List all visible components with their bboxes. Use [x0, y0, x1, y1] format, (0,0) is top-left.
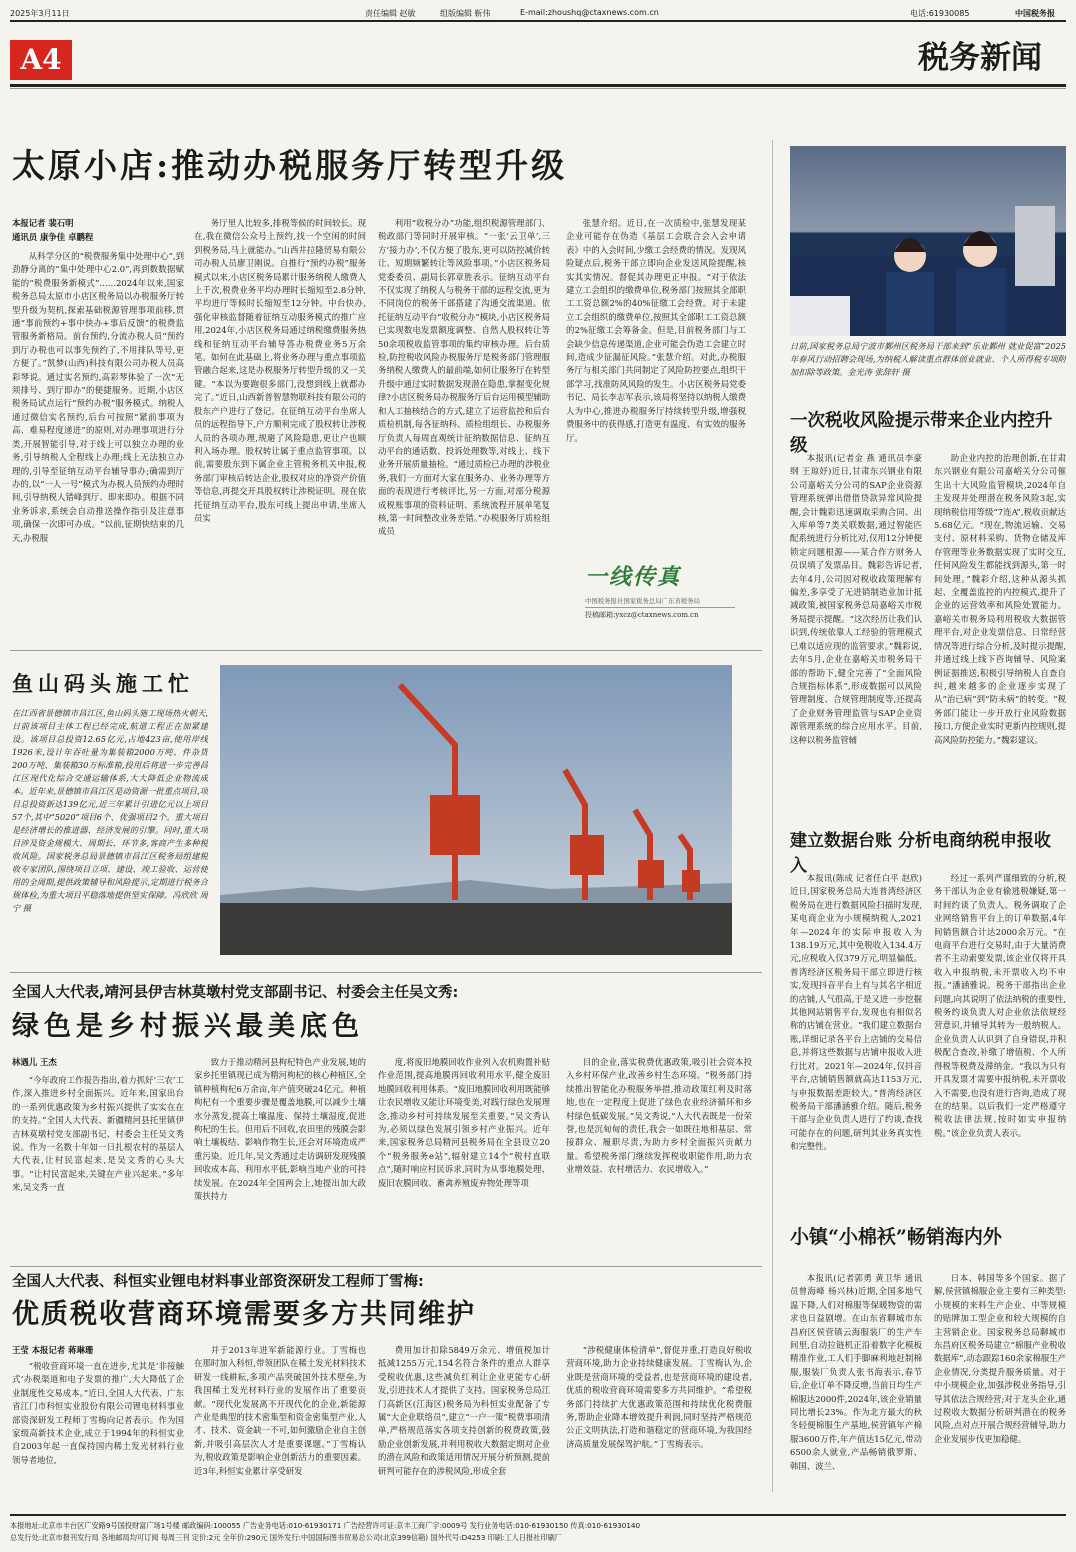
section-title: 税务新闻	[918, 40, 1042, 76]
section-rule-thin	[10, 88, 1066, 89]
green-column-2: 致力于推动精河县枸杞特色产业发展,她的家乡托里镇现已成为精河枸杞的核心种植区,全镇种植枸杞6万余亩,年产值突破24亿元。种植枸杞有一个重要步骤是覆盖地膜,可以减少土壤水分蒸发,提高土壤温度、保持土壤湿度,促进枸杞的生长。但用后不回收,农田里的残膜会影响土壤板结、影响作物生长,还会对环境造成严重污染。近几年,吴文秀通过走访调研发现残膜回收成本高、利用水平低,影响当地产业的可持续发展。在2024年全国两会上,她提出加大政策扶持力	[194, 1057, 366, 1202]
green-column-4: 目的企业,落实税费优惠政策,吸引社会资本投入乡村环保产业,改善乡村生态环境。“税务部门持续推出智能化办税服务举措,推动政策红利及时落地,也在一定程度上促进了绿色农业经济循环和乡村绿色低碳发展。”吴文秀说,“人大代表既是一份荣誉,也是沉甸甸的责任,我会一如既往地相基层、常接群众、履职尽责,为助力乡村全面振兴贡献力量。希望税务部门继续发挥税收职能作用,助力农业增效益、农村增活力、农民增收入。”	[566, 1057, 752, 1175]
ding-byline: 王莹 本报记者 蒋琳珊	[12, 1345, 94, 1355]
green-byline: 林遇儿 王杰	[12, 1057, 57, 1067]
ding-column-2: 并于2013年进军新能源行业。丁雪梅也在那时加入科恒,带领团队在稀土发光材料技术研发一线耕耘,多项产品突破国外技术壁垒,为我国稀土发光材料行业的发展作出了重要贡献。“现代化发展离不开现代化的企业,新能源产业是典型的技术密集型和资金密集型产业,人才、技术、资金缺一不可,如何激励企业自主创新,并吸引高层次人才是重要课题。”丁雪梅认为,税收政策是影响企业创新活力的重要因素。近3年,科恒实业累计享受研发	[194, 1345, 366, 1476]
designer-credit: 组版编辑 靳伟	[440, 9, 491, 18]
wharf-caption: 在江西省景德镇市昌江区,鱼山码头施工现场热火朝天,日前该项目主体工程已经完成,航道工程正在加紧建设。该项目总投资12.65亿元,占地423亩,使用岸线1926米,设计年吞吐量为集装箱2000万吨、件杂货200万吨、集装箱30万标准箱,投用后将进一步完善昌江区现代化综合交通运输体系,大大降低企业物流成本。近年来,景德镇市昌江区是动资源一批重点项目,项目总投资新达139亿元,近三年累计引进亿元以上项目57个,其中“5020”项目6个、优强项目2个。重大项目是经济增长的推进器、经济发展的引擎。同时,重大项目涉及资金规模大、周期长、环节多,客商产生多种税收风险。国家税务总局景德镇市昌江区税务局组建税收专家团队,围绕项目立项、建设、竣工验收、运营使用的全周期,提供政策辅导和风险提示,定期进行税务合规体检,为重大项目平稳落地提供坚实保障。冯欣欣 周宁 摄	[12, 708, 208, 913]
frontline-fax-email: 投稿邮箱:yxcz@ctaxnews.com.cn	[585, 607, 735, 620]
risk-alert-column-1: 本报讯(记者金 燕 通讯员李豪纲 王琼妤)近日,甘肃东兴钢业有限公司嘉峪关分公司的SAP企业资源管理系统弹出借借贷款异常风险提醒,会计魏彩迅速调取采购合同、出入库单等7类关联数据,通过智能匹配系统进行分析比对,仅用12分钟便锁定问题根源——某合作方财务人员误填了发票品目。魏彩告诉记者,去年4月,公司因对税收政策理解有偏差,多享受了无进销制造业加计抵减政策,被国家税务总局嘉峪关市税务局提示提醒。“这次经历让我们认识到,传统依靠人工经验的管理模式已难以适应现的监管要求。”魏彩说,去年5月,企业在嘉峪关市税务局干部的帮助下,健全完善了“全面风险合规指标体系”,形成数据可以风险管理制度、合规管理制度等,还提高了企业财务管理监管与SAP企业资源管理系统的综合应用水平。目前,这种以税务监管辅	[790, 453, 922, 745]
ding-kicker: 全国人大代表、科恒实业锂电材料事业部资深研发工程师丁雪梅:	[12, 1274, 424, 1290]
footer-line-2: 总发行处:北京市报刊发行局 各地邮局均可订阅 每周三刊 定价:2元 全年价:290元 国外发行:中国国际图书贸易总公司(北京399信箱) 国外代号:D4253 印刷:工人日报社印刷厂	[10, 1533, 562, 1542]
editor-email: E-mail:zhoushq@ctaxnews.com.cn	[520, 8, 659, 17]
lead-column-3: 利用“收税分办”功能,组织税源管理部门、税政部门等同时开展审核。“一张‘云卫单’,三方‘接力办’,不仅方便了股东,更可以防控减价转让、短期频繁转让等风险事项。”小店区税务局党委委员、副局长郭章胜表示。征纳互动平台不仅实现了纳税人与税务干部的远程交流,更为不同岗位的税务干部搭建了沟通交流渠道。依托征纳互动平台“收税分办”模块,小店区税务局已实现数电发票额度调整、自然人股权转让等50余项税收监管事项的集约审核办理。后台质检,防控税收风险办税服务厅是税务部门管理服务纳税人缴费人的最前端,如何让服务厅在转型升级中通过实时数据发现潜在隐患,掌握变化规律?小店区税务局办税服务厅后台运用模型辅助和人工抽核结合的方式,建立了运营监控和后台质检机制,每各征纳科、质检组组长、办税服务厅负责人每周直观统计征纳数据信息、征纳互动平台的通话数、投诉处理数等,对线上、线下业务开展质量抽检。“通过质检已办理的涉税业务,我们一方面对大家在服务办、业务办理等方面的表现进行考核评比,另一方面,对部分税源成税账事项的资料证明、系统流程开展单笔复核,第一时间整改业务差错。”办税服务厅质检组成员	[378, 218, 550, 537]
cotton-coat-column-1: 本报讯(记者郭勇 黄卫华 通讯员曾海峰 杨兴林)近期,全国多地气温下降,人们对棉服等保暖物资的需求也日益剧增。在山东省聊城市东昌府区侯营镇云海服装厂的生产车间里,自动拉链机正沿着数字化模板精准作业,工人们手脚麻利地赶制棉服,服装厂负责人张书海表示,春节后,企业订单不降反增,当前日均生产棉服达2000件,2024年,该企业销量同比增长23%。作为北方最大的秋冬轻便棉服生产基地,侯营镇年产棉服3600万件,年产值达15亿元,带动6500余人就业,产品畅销俄罗斯、韩国、波兰、	[790, 1273, 922, 1471]
ding-column-4: “涉税健康体检清单”,督促并重,打造良好税收营商环境,助力企业持续健康发展。丁雪梅认为,企业既是营商环境的受益者,也是营商环境的建设者,优质的税收营商环境需要多方共同维护。“希望税务部门持续扩大优惠政策范围和持续优化税费服务,帮助企业降本增效提升利润,同时坚持严格规范公正文明执法,打造和谐稳定的营商环境,为我国经济高质量发展保驾护航。”丁雪梅表示。	[566, 1345, 752, 1449]
masthead-name: 中国税务报	[1015, 9, 1055, 18]
footer-line-1: 本报地址:北京市丰台区广安路9号国投财富广场1号楼 邮政编码:100055 广告业务电话:010-61930171 广告经营许可证:京丰工商广字:0009号 发行业务电话:010-61930150 传真:010-61930140	[10, 1521, 641, 1530]
editor-credit: 责任编辑 赵敏	[365, 9, 416, 18]
page-number-badge: A4	[10, 40, 72, 80]
green-column-3: 度,将废旧地膜回收作业列入农机购置补贴作业范围,提高地膜再回收利用水平,健全废旧地膜回收利用体系。“废旧地膜回收利用既能够让农民增收又能让环境变美,对践行绿色发展理念,推动乡村可持续发展至关重要。”吴文秀认为,必须以绿色发展引领乡村产业振兴。近年来,国家税务总局精河县税务局在全县设立20个“税务服务e站”,辐射建立14个“税村直联点”,随时响应村民诉求,同时为从事地膜处理、废旧农膜回收、畜禽养殖废弃物处理等项	[378, 1057, 550, 1188]
lead-byline-correspondent: 通讯员 康争佳 卓鹏程	[12, 232, 94, 242]
section-rule	[10, 84, 1066, 87]
lead-column-4: 张慧介绍。近日,在一次质检中,张慧发现某企业可能存在伪造《基层工会联合会入会申请表》中的入会时间,少缴工会经费的情况。发现风险疑点后,税务干部立即向企业发送风险提醒,核实其实情况。督促其办理更正申报。“对于依法建立工会组织的缴费单位,税务部门按照其全部职工工资总额2%的40%征缴工会经费。对于未建立工会组织的缴费单位,按照其全部职工工资总额的2%征缴工会筹备金。但是,目前税务部门与工会缺少信息传递渠道,企业可能会伪造工会建立时间,造成少征漏征风险。”张慧介绍。对此,办税服务厅与相关部门共同制定了风险防控要点,组织干部学习,找准防风风险的发生。小店区税务局党委书记、局长李志军表示,该局将坚持以纳税人缴费人为中心,推进办税服务厅持续转型升级,增强税费服务中的获得感,打造更有温度、有实效的服务厅。	[566, 218, 746, 443]
lead-column-1: 从科学分区的“税费服务集中处理中心”,到劲静分离的“集中处理中心2.0”,再到数数据赋能的“税费服务新模式”……2024年以来,国家税务总局太原市小店区税务局以办税服务厅转型升级为契机,探索基础税源管理事项前移,贯通“事前预约+事中快办+事后反馈”的税费监管服务新格局。前台预约,分流办税人员“预约到厅办税也可以事先预约了,不用排队等号,更方便了。”凯梦(山西)科技有限公司办税人员高彩琴说。通过实名预约,高彩琴体验了一次“无须排号、到厅即办”的便捷服务。近期,小店区税务局试点运行“预约办税”服务模式。纳税人通过微信实名预约,后台可按照“紧前事项为高、难易程度递进”的原则,对办理事项进行分类,开展智能引导,对于线上可以独立办理的业务,引导纳税人全程线上办理;线上无法独立办理的,引导至征纳互动平台辅导事办;确需到厅办的,以“一人一号”模式为办税人员预约办理时间,引导纳税人错峰到厅、即来即办。根据不同业务诉求,系统会自动推送操作指引及注意事项,确保一次即可办成。“以前,征期快结束的几天,办税服	[12, 251, 184, 543]
lead-column-2: 务厅里人比较多,排税等候的时间较长。现在,我在微信公众号上预约,找一个空闲的时间到税务局,马上就能办。”山西井拉隆贸易有限公司办税人员廖卫刚说。自推行“预约办税”服务模式以来,小店区税务局累计服务纳税人缴费人上千次,税费业务平均办理时长缩短至2.8分钟,平均进厅等候时长缩短至12分钟。中台快办,强化审核监督随着征纳互动服务模式的推广应用,2024年,小店区税务局通过纳税缴费服务热线和征纳互动平台辅导答办税费业务5万余笔。如何在此基础上,将业务办理与重点事项监管融合起来,这是办税服务厅转型升级的又一关键。“本以为要跑很多部门,没想到线上就都办完了。”近日,山西新普智慧物联科技有限公司的股东产户进行了登记。在征纳互动平台坐席人员的远程指导下,户方顺利完成了股权转让涉税人员的各项办理,规避了风险隐患,更让户也顺利入场办理。股权转让属于重点监管事项。以前,需要股东到下属企业主管税务机关申报,税务部门审核后转达企业,股权对应的净资产价值等信息,再提交开具股权转让涉税证明。现在依托征纳互动平台,股东可线上提出申请,坐席人员实	[194, 218, 366, 523]
top-info-bar	[10, 6, 1066, 20]
editor-phone: 电话:61930085	[910, 9, 970, 18]
ecommerce-headline: 建立数据台账 分析电商纳税申报收入	[790, 831, 1051, 876]
issue-date: 2025年3月11日	[10, 9, 70, 18]
footer-rule	[10, 1514, 1066, 1516]
tax-officers-photo-caption: 日前,国家税务总局宁波市鄞州区税务局干部来到“乐业鄞州 就业促富”2025年春风行动招聘会现场,为纳税人解读重点群体创业就业、个人所得税专项附加扣除等政策。金光涛 张辞轩 摄	[790, 341, 1066, 377]
green-column-1: “今年政府工作报告指出,着力抓好‘三农’工作,深入推进乡村全面振兴。近年来,国家出台的一系列优惠政策为乡村振兴提供了实实在在的支持。”全国人大代表、新疆精河县托里镇伊吉林莫墩村党支部副书记、村委会主任吴文秀说。作为一名数十年如一日扎根农村的基层人大代表,让村民富起来,是吴文秀的心头大事。“让村民富起来,关键在产业兴起来。”多年来,吴文秀一直	[12, 1075, 184, 1193]
ding-column-1: “税收营商环境一直在进步,尤其是‘非接触式’办税渠道和电子发票的推广,大大降低了企业制度性交易成本。”近日,全国人大代表、广东省江门市科恒实业股份有限公司锂电材料事业部资深研发工程师丁雪梅向记者表示。作为国家级高新技术企业,成立于1994年的科恒实业自2003年起一直保持国内稀土发光材料行业领导者地位,	[12, 1361, 184, 1465]
green-headline: 绿色是乡村振兴最美底色	[12, 1011, 364, 1042]
frontline-fax-block	[585, 560, 735, 630]
wharf-headline: 鱼山码头施工忙	[12, 671, 194, 696]
lead-byline-reporter: 本报记者 裴石明	[12, 218, 74, 228]
ding-column-3: 费用加计扣除5849万余元、增值税加计抵减1255万元,154名符合条件的重点人群享受税收优惠,这些减负红利让企业更能专心研发,引进技术人才提供了支持。国家税务总局江门高新区(江海区)税务局为科恒实业配备了专属“大企业联络员”,建立“一户一策”税费事项清单,严格规范落实各项支持创新的税费政策,鼓励企业创新发展,并利用税收大数据定期对企业的潜在风险和政策适用情况开展分析预测,提前研判可能存在的涉税风险,形成全套	[378, 1345, 550, 1476]
risk-alert-headline: 一次税收风险提示带来企业内控升级	[790, 411, 1053, 456]
cotton-coat-headline: 小镇“小棉袄”畅销海内外	[790, 1226, 1002, 1248]
ecommerce-column-2: 经过一系列严谨细致的分析,税务干部认为企业有偷逃税嫌疑,第一时间约谈了负责人。税务调取了企业网络销售平台上的订单数据,4年间销售额合计达2000余万元。“在电商平台进行交易时,由于大量消费者不主动索要发票,该企业仅将开具收入申报纳税,未开票收入均不申报。”潘涵雅说。税务干部指出企业问题,向其说明了依法纳税的重要性,税务约谈负责人对企业依法依规经营意识,并辅导其转为一般纳税人。企业负责人认识到了自身错误,并积极配合查改,补缴了增值税、个人所得税等税费及滞纳金。“我以为只有开具发票才需要申报纳税,未开票收入不需要,也没有进行咨询,造成了现在的结果。以后我们一定严格遵守税收法律法规,按时如实申报纳税。”该企业负责人表示。	[934, 873, 1066, 1138]
ecommerce-column-1: 本报讯(陈成 记者任白平 赵欣)近日,国家税务总局大连普湾经济区税务局在进行数据风险扫描时发现,某电商企业为小规模纳税人,2021年—2024年的实际申报收入为138.19万元,其中免税收入134.4万元,应税收入仅379万元,明显偏低。普湾经济区税务局干部立即进行核实,发现抖音平台上有与其名字相近的店铺,人气很高,于是又进一步挖掘其他网站销售平台,发现也有相似名称的店铺在营业。“我们建立数据台账,详细记录各平台上店铺的交易信息,并将这些数据与店铺申报收入进行比对。2021年—2024年,仅抖音平台,店铺销售额就高达1153万元,与申报数据差距较大。”普湾经济区税务局干部潘涵雅介绍。随后,税务干部与企业负责人进行了约谈,查找可能存在的问题,研判其业务真实性和完整性。	[790, 873, 922, 1152]
ding-top-rule	[10, 1266, 762, 1267]
ding-headline: 优质税收营商环境需要多方共同维护	[12, 1299, 476, 1330]
risk-alert-column-2: 助企业内控的治理创新,在甘肃东兴钢业有限公司嘉峪关分公司催生出十大风险监管模块,2024年自主发现并处理潜在税务风险3起,实现纳税信用等级“7连A”,税收贡献达5.68亿元。“现在,物流运输、交易支付、原材料采购、货物仓储及库存管理等业务数据实现了实时交互,任何风险发生都能找到源头,第一时间处理。”魏彩介绍,这种从源头抓起、全覆盖监控的内控模式,提升了企业的运营效率和风险处置能力。嘉峪关市税务局利用税收大数据管理平台,对企业发票信息、日常经营情况等进行综合分析,及时提示提醒,并通过线上线下咨询辅导、风险案例证据推送,积极引导纳税人自查自纠,越来越多的企业逐步实现了从“治已病”到“防未病”的转变。“税务部门能让一步开放行业风险数据接口,方便企业实时更新内控规则,提高风险防控能力。”魏彩建议。	[934, 453, 1066, 745]
frontline-fax-logo: 一线传真	[585, 564, 682, 590]
right-column-divider	[772, 140, 773, 1492]
wharf-cranes-photo	[220, 665, 732, 955]
frontline-fax-note: 中国税务报社国家税务总局广东省税务局	[585, 597, 701, 605]
green-kicker: 全国人大代表,靖河县伊吉林莫墩村党支部副书记、村委会主任吴文秀:	[12, 985, 459, 1001]
tax-officers-photo	[790, 146, 1066, 336]
wharf-top-rule	[10, 650, 762, 651]
cotton-coat-column-2: 日本、韩国等多个国家。据了解,侯营镇棉服企业主要有三种类型:小规模的来料生产企业、中等规模的贴牌加工型企业和较大规模的自主营销企业。国家税务总局聊城市东昌府区税务局建立“棉服产业税收数据库”,动态跟踪160余家棉服生产企业情况,分类提升服务质量。对于中小规模企业,加强涉税业务指导,引导其依法合规经营;对于龙头企业,通过税收大数据分析研判潜在的税务风险,点对点开展合规经营辅导,助力企业发展步伐更加稳健。	[934, 1273, 1066, 1444]
lead-headline: 太原小店:推动办税服务厅转型升级	[12, 146, 568, 185]
top-rule	[10, 20, 1066, 22]
green-top-rule	[10, 972, 762, 973]
